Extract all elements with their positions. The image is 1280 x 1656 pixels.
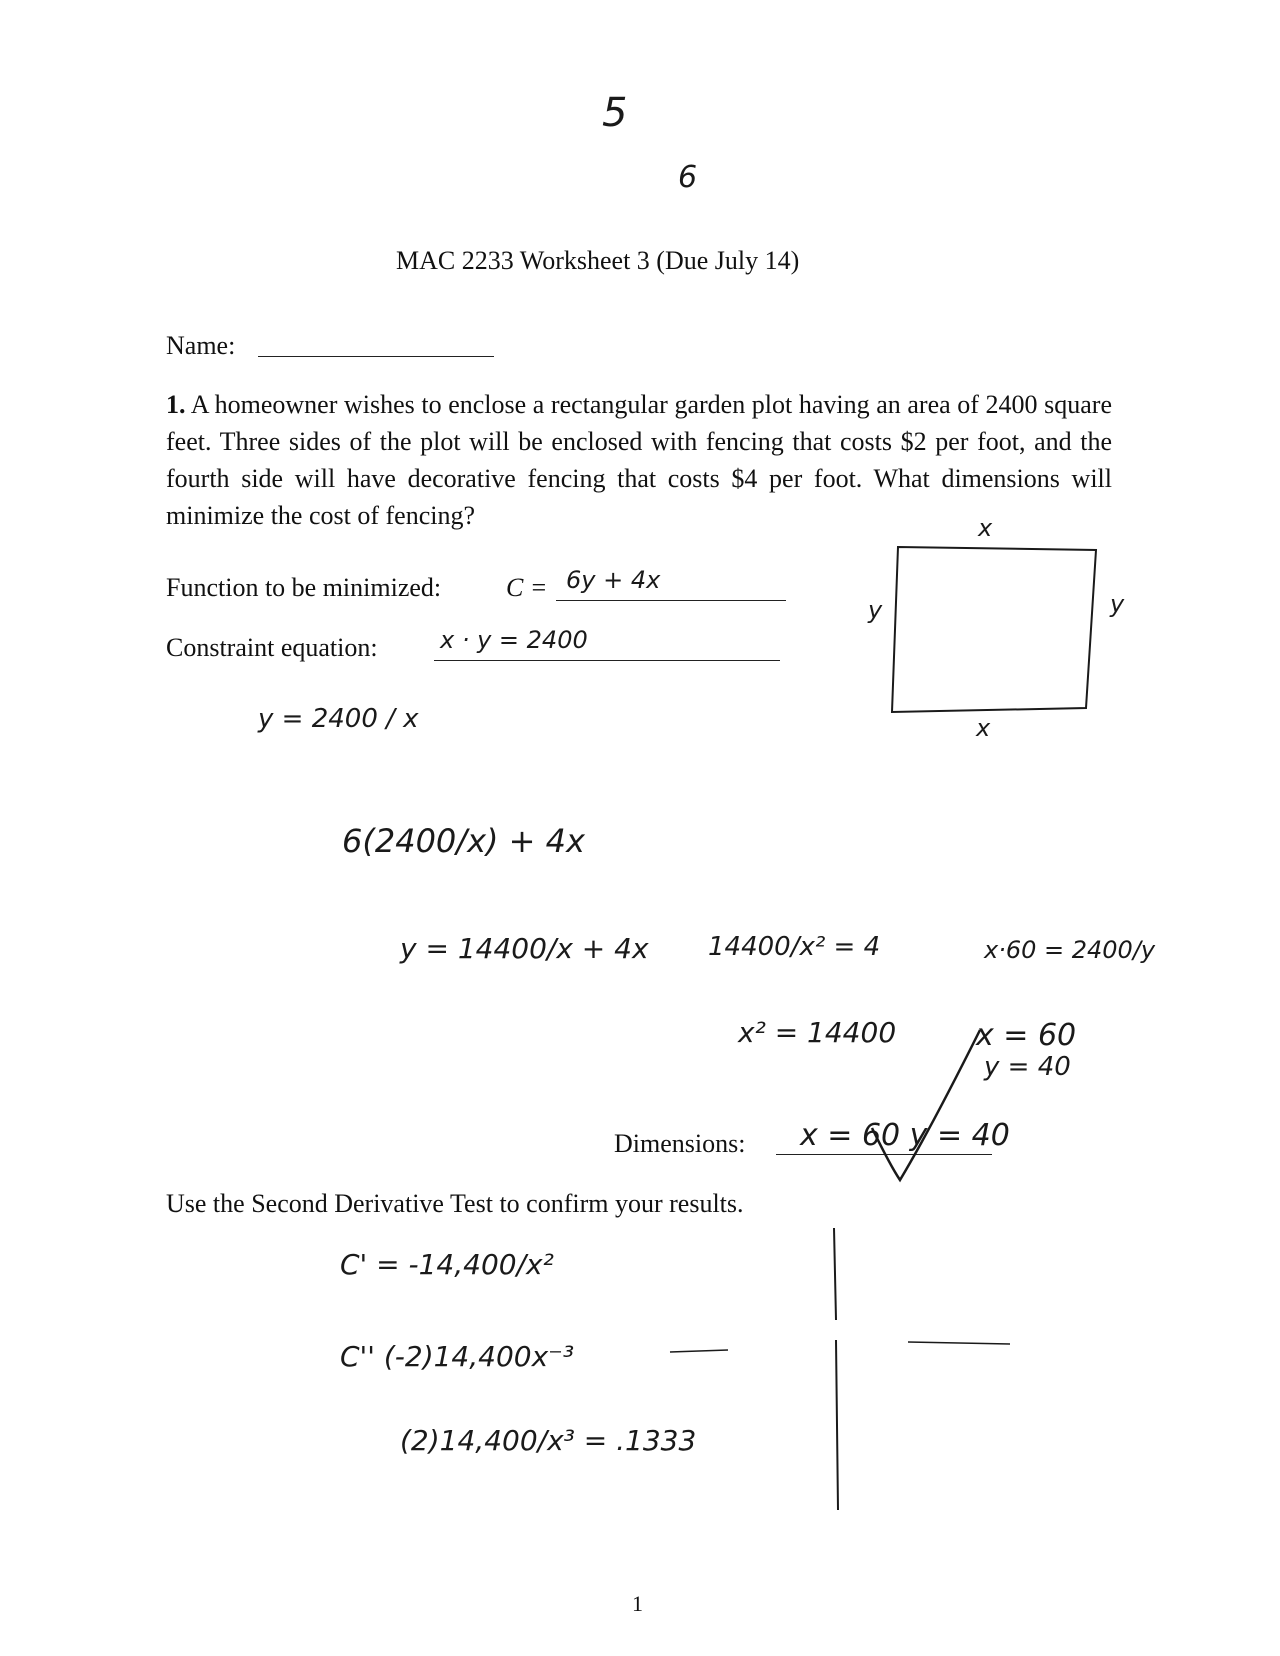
problem-number: 1. [166, 390, 186, 419]
work-side-note: x·60 = 2400/y [984, 936, 1156, 964]
dimensions-answer: x = 60 y = 40 [800, 1118, 1010, 1153]
problem-text: A homeowner wishes to enclose a rectangular garden plot having an area of 2400 square feet. Three sides of the plot will be enclosed with fencing that costs $2 per foot, and the fourth side will have decorative fencing that costs $4 per foot. What dimensions will minimize the cost of fencing? [166, 390, 1112, 530]
page-number: 1 [632, 1591, 643, 1616]
function-underline [556, 600, 786, 601]
grade-total: 6 [678, 160, 698, 195]
function-symbol: C = [506, 573, 548, 602]
name-label: Name: [166, 331, 236, 360]
work-line-7: y = 40 [984, 1052, 1071, 1082]
problem-statement [166, 386, 1112, 534]
work-line-3: y = 14400/x + 4x [400, 932, 649, 965]
dimensions-label: Dimensions: [614, 1129, 746, 1158]
diagram-left-label: y [868, 596, 883, 624]
grade-score: 5 [602, 90, 628, 136]
second-derivative-instruction: Use the Second Derivative Test to confirm your results. [166, 1189, 744, 1218]
constraint-underline [434, 660, 780, 661]
diagram-right-label: y [1110, 590, 1125, 618]
constraint-label: Constraint equation: [166, 633, 378, 662]
function-label: Function to be minimized: [166, 573, 442, 602]
function-answer: 6y + 4x [566, 566, 661, 594]
page-title: MAC 2233 Worksheet 3 (Due July 14) [396, 246, 800, 275]
second-derivative-step-3: (2)14,400/x³ = .1333 [400, 1424, 697, 1457]
work-line-2: 6(2400/x) + 4x [342, 822, 585, 860]
constraint-answer: x · y = 2400 [440, 626, 588, 654]
work-line-6: x = 60 [976, 1018, 1077, 1053]
work-line-5: x² = 14400 [738, 1016, 897, 1049]
diagram-bottom-label: x [976, 714, 991, 742]
work-line-4: 14400/x² = 4 [708, 932, 881, 962]
second-derivative-step-1: C' = -14,400/x² [340, 1248, 554, 1281]
second-derivative-step-2: C'' (-2)14,400x⁻³ [340, 1340, 575, 1373]
diagram-top-label: x [978, 514, 993, 542]
work-line-1: y = 2400 / x [258, 704, 419, 734]
dimensions-underline [776, 1154, 992, 1155]
name-underline [258, 356, 494, 357]
